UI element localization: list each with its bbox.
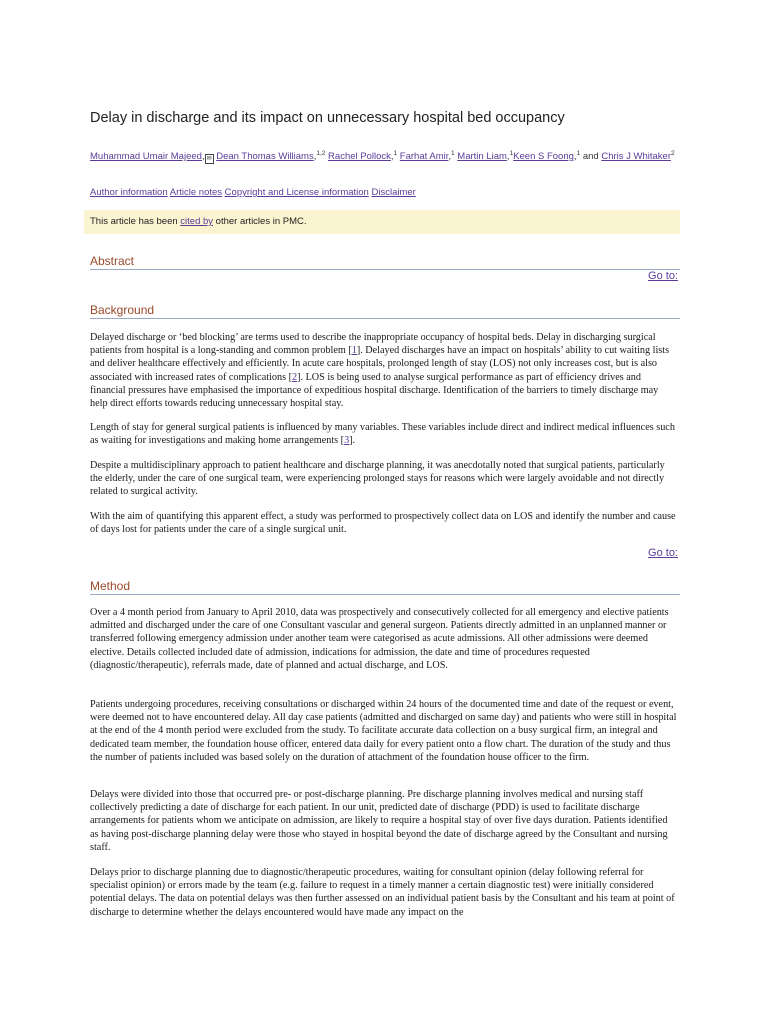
paragraph: Despite a multidisciplinary approach to patient healthcare and discharge planning, it was anecdotally noted that surgical patients, particularly the elderly, under the care of one surgical team, were experiencing prolonged stays for reasons which were largely avoidable and not directly related to surgical activity. <box>90 460 665 498</box>
paragraph: Patients undergoing procedures, receiving consultations or discharged within 24 hours of the documented time and date of the request or event, were deemed not to have encountered delay. All day case patients (admitted and discharged on same day) and patients who were still in hospital at the end of the 4 month period were excluded from the study. To facilitate accurate data collection on a busy surgical firm, an integral and dedicated team member, the foundation house officer, entered data daily for every patient onto a flow chart. The duration of the study and thus the number of patients included was based solely on the duration of attachment of the foundation house officer to the firm. <box>90 699 677 763</box>
paragraph: Length of stay for general surgical patients is influenced by many variables. These variables include direct and indirect medical influences such as waiting for investigations and making home arrangements [3]. <box>90 422 675 447</box>
section-heading-method: Method <box>90 579 680 595</box>
citation-link[interactable]: 1 <box>351 345 357 357</box>
copyright-link[interactable]: Copyright and License information <box>224 187 369 198</box>
paragraph: Delayed discharge or ‘bed blocking’ are terms used to describe the inappropriate occupancy of hospital beds. Delay in discharging surgical patients from hospital is a long-standing and common problem [1]. Delayed discharges have an impact on hospitals’ ability to cut waiting lists and deliver healthcare effectively and efficiently. In acute care hospitals, prolonged length of stay (LOS) not only increases cost, but is also associated with increased rates of complications [2]. LOS is being used to analyse surgical performance as part of efficiency drives and financial pressures have emphasised the importance of expeditious hospital discharge. Identification of the barriers to timely discharge may help direct efforts towards reducing unnecessary hospital stay. <box>90 332 670 410</box>
paragraph: Delays prior to discharge planning due to diagnostic/therapeutic procedures, waiting for consultant opinion (delay following referral for specialist opinion) or errors made by the team (e.g. failure to request in a timely manner a certain diagnostic test) were initially considered potential delays. The data on potential delays was then further assessed on an individual patient basis by the Consultant and his team at point of discharge to determine whether the delays encountered would have made any impact on the <box>90 867 675 918</box>
author-link[interactable]: Farhat Amir <box>399 151 449 163</box>
author-link[interactable]: Muhammad Umair Majeed <box>90 151 202 163</box>
paragraph: With the aim of quantifying this apparent effect, a study was performed to prospectively collect data on LOS and identify the number and cause of days lost for patients under the care of a single surgical unit. <box>90 511 676 536</box>
cited-by-notice: This article has been cited by other articles in PMC. <box>84 210 680 234</box>
citation-link[interactable]: 2 <box>291 371 298 383</box>
paragraph: Over a 4 month period from January to April 2010, data was prospectively and consecutively collected for all emergency and elective patients admitted and discharged under the care of one Consultant vascular and general surgeon. Patients directly admitted in an unplanned manner or transferred following emergency admission under another team were categorised as acute admissions. All other admissions were deemed elective. Details collected included date of admission, indications for admission, the date and time of procedures requested (diagnostic/therapeutic), referrals made, date of planned and actual discharge, and LOS. <box>90 607 669 671</box>
author-link[interactable]: Martin Liam <box>457 151 507 163</box>
article-title: Delay in discharge and its impact on unnecessary hospital bed occupancy <box>90 110 565 126</box>
author-link[interactable]: Rachel Pollock <box>328 151 391 163</box>
article-meta-links <box>90 187 416 198</box>
cited-by-link[interactable]: cited by <box>180 216 214 227</box>
section-heading-background: Background <box>90 303 680 319</box>
disclaimer-link[interactable]: Disclaimer <box>371 187 416 198</box>
goto-link[interactable]: Go to: <box>648 547 678 559</box>
email-icon[interactable]: ✉ <box>206 156 212 163</box>
author-list: Muhammad Umair Majeed, ✉ Dean Thomas Williams,$^{1,2}$ Rachel Pollock,$^1$ Farhat Amir,$^1$ Martin Liam,$^1$Keen S Foong,$^1$ and Chris J Whitaker$^2$ <box>90 150 675 163</box>
goto-link[interactable]: Go to: <box>648 270 678 282</box>
section-heading-abstract: Abstract <box>90 254 680 270</box>
author-link[interactable]: Chris J Whitaker <box>601 151 672 163</box>
author-link[interactable]: Keen S Foong <box>513 151 574 163</box>
paragraph: Delays were divided into those that occurred pre- or post-discharge planning. Pre discharge planning involves medical and nursing staff collectively predicting a date of discharge for each patient. In our unit, predicted date of discharge (PDD) is used to facilitate discharge arrangements for patients whom we anticipate on admission, are likely to require a hospital stay of over five days duration. Patients identified as having post-discharge planning delay were those who stayed in hospital beyond the date of discharge agreed by the Consultant and nursing staff. <box>90 789 668 853</box>
author-information-link[interactable]: Author information <box>90 187 168 198</box>
author-link[interactable]: Dean Thomas Williams <box>216 151 314 163</box>
article-notes-link[interactable]: Article notes <box>169 187 223 198</box>
citation-link[interactable]: 3 <box>344 435 350 447</box>
